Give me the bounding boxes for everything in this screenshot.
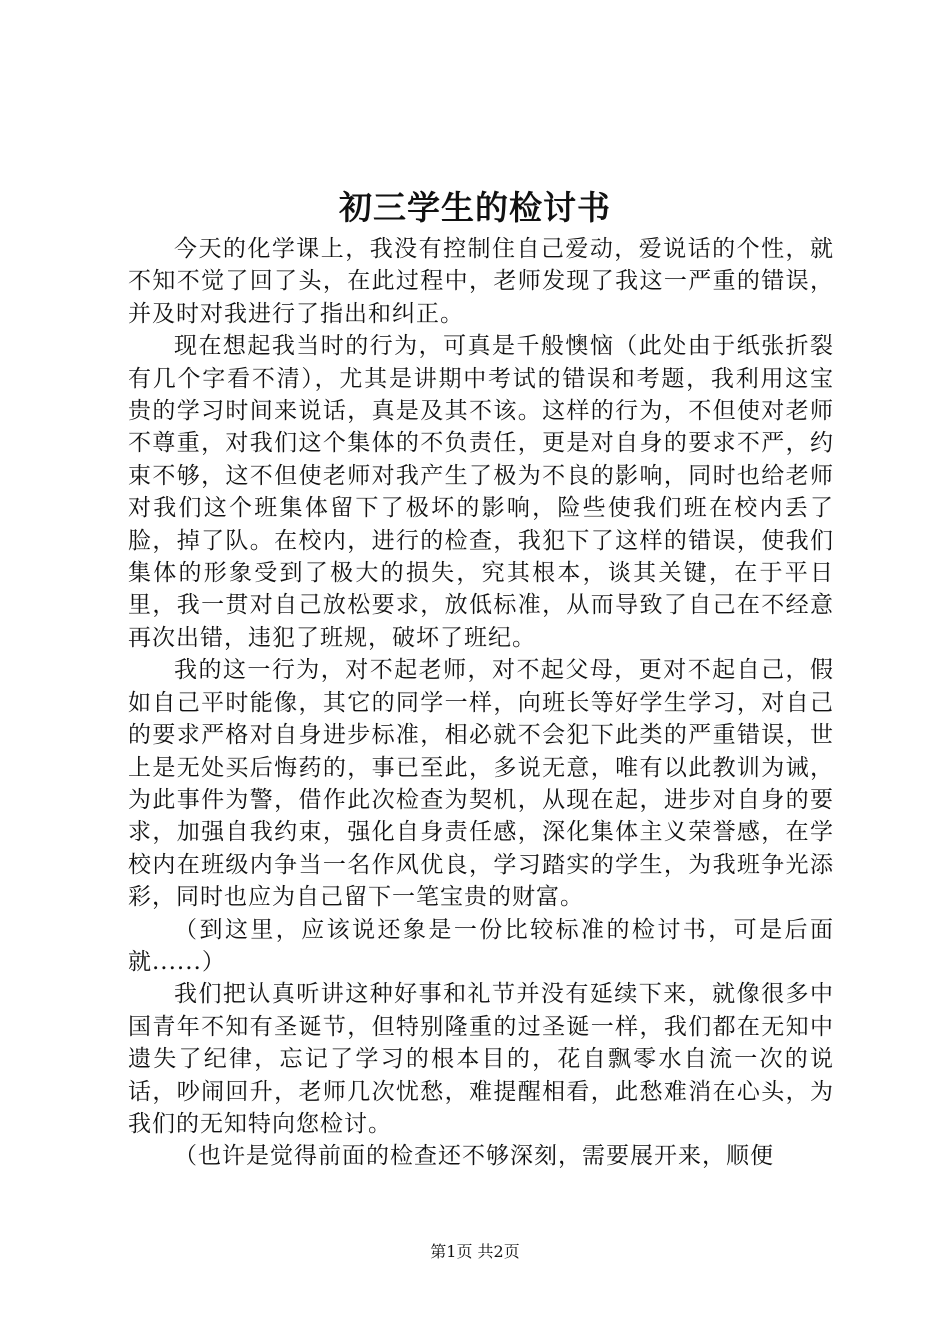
page-number-footer: 第1页 共2页 [430,1242,520,1261]
paragraph-6: （也许是觉得前面的检查还不够深刻，需要展开来，顺便 [174,1143,774,1170]
paragraph-5: 我们把认真听讲这种好事和礼节并没有延续下来，就像很多中国青年不知有圣诞节，但特别隆重的过圣诞一样，我们都在无知中遗失了纪律，忘记了学习的根本目的，花自飘零水自流一次的说话，吵闹回升，老师几次忧愁，难提醒相看，此愁难消在心头，为我们的无知特向您检讨。 [128,981,834,1137]
paragraph-1: 今天的化学课上，我没有控制住自己爱动，爱说话的个性，就不知不觉了回了头，在此过程中，老师发现了我这一严重的错误，并及时对我进行了指出和纠正。 [128,236,834,327]
paragraph-3: 我的这一行为，对不起老师，对不起父母，更对不起自己，假如自己平时能像，其它的同学一样，向班长等好学生学习，对自己的要求严格对自身进步标准，相必就不会犯下此类的严重错误，世上是无处买后悔药的，事已至此，多说无意，唯有以此教训为诫，为此事件为警，借作此次检查为契机，从现在起，进步对自身的要求，加强自我约束，强化自身责任感，深化集体主义荣誉感，在学校内在班级内争当一名作风优良，学习踏实的学生，为我班争光添彩，同时也应为自己留下一笔宝贵的财富。 [128,657,834,911]
paragraph-2: 现在想起我当时的行为，可真是千般懊恼（此处由于纸张折裂有几个字看不清），尤其是讲期中考试的错误和考题，我利用这宝贵的学习时间来说话，真是及其不该。这样的行为，不但使对老师不尊重，对我们这个集体的不负责任，更是对自身的要求不严，约束不够，这不但使老师对我产生了极为不良的影响，同时也给老师对我们这个班集体留下了极坏的影响，险些使我们班在校内丢了脸，掉了队。在校内，进行的检查，我犯下了这样的错误，使我们集体的形象受到了极大的损失，究其根本，谈其关键，在于平日里，我一贯对自己放松要求，放低标准，从而导致了自己在不经意再次出错，违犯了班规，破坏了班纪。 [128,333,834,651]
paragraph-4: （到这里，应该说还象是一份比较标准的检讨书，可是后面就......） [128,916,834,975]
document-title: 初三学生的检讨书 [339,188,611,227]
document-body [128,233,834,1173]
